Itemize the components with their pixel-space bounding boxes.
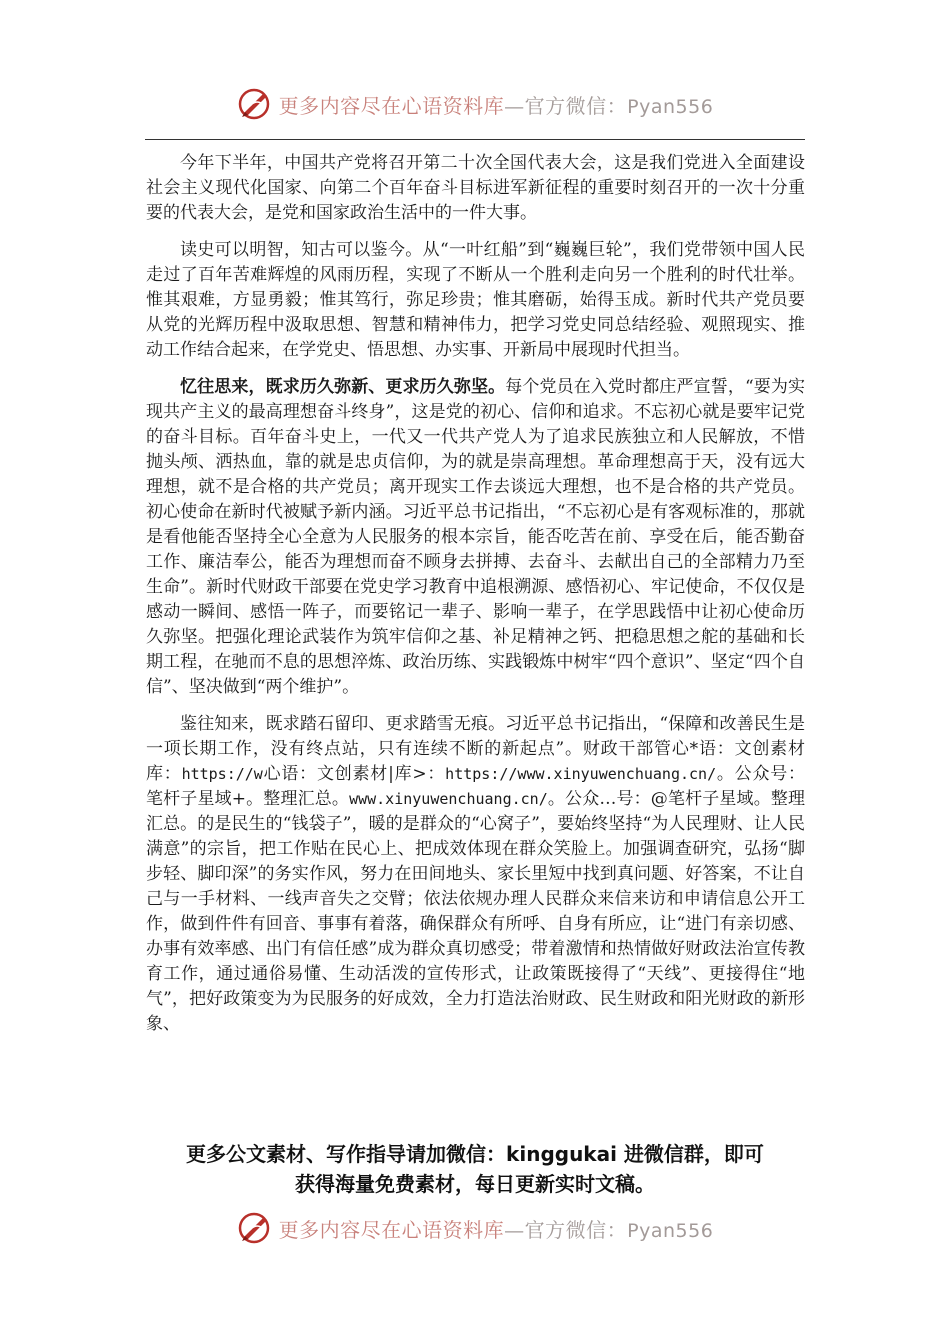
footer-dash: — (504, 1217, 525, 1242)
document-body (146, 151, 805, 1049)
paragraph-4-text-after: 。公众…号：@笔杆子星域。整理汇总。的是民生的“钱袋子”，暖的是群众的“心窝子”，要始终坚持“为人民理财、让人民满意”的宗旨，把工作贴在民心上、把成效体现在群众笑脸上。加强调查研究，弘扬“脚步轻、脚印深”的务实作风，努力在田间地头、家长里短中找到真问题、好答案，不让自己与一手材料、一线声音失之交臂；依法依规办理人民群众来信来访和申请信息公开工作，做到件件有回音、事事有着落，确保群众有所呼、自身有所应，让“进门有亲切感、办事有效率感、出门有信任感”成为群众真切感受；带着激情和热情做好财政法治宣传教育工作，通过通俗易懂、生动活泼的宣传形式，让政策既接得了“天线”、更接得住“地气”，把好政策变为为民服务的好成效，全力打造法治财政、民生财政和阳光财政的新形象、 (146, 789, 806, 1034)
url-link-2: https://www.xinyuwenchuang.cn/ (445, 765, 717, 783)
paragraph-4-text-mid2: 。公众号：笔杆子星域+。整理汇总。 (146, 764, 806, 809)
paragraph-4-text-mid: 心语：文创素材|库>： (262, 764, 446, 784)
paragraph-3 (146, 375, 805, 700)
header-main-text: 更多内容尽在心语资料库 (278, 93, 505, 118)
header-dash: — (504, 93, 525, 118)
paragraph-3-heading: 忆往思来，既求历久弥新、更求历久弥坚。 (180, 377, 506, 397)
header-divider (145, 139, 805, 140)
paragraph-2-text: 读史可以明智，知古可以鉴今。从“一叶红船”到“巍巍巨轮”，我们党带领中国人民走过了百年苦难辉煌的风雨历程，实现了不断从一个胜利走向另一个胜利的时代壮举。惟其艰难，方显勇毅；惟其笃行，弥足珍贵；惟其磨砺，始得玉成。新时代共产党员要从党的光辉历程中汲取思想、智慧和精神伟力，把学习党史同总结经验、观照现实、推动工作结合起来，在学党史、悟思想、办实事、开新局中展现时代担当。 (146, 240, 805, 360)
paragraph-1-text: 今年下半年，中国共产党将召开第二十次全国代表大会，这是我们党进入全面建设社会主义现代化国家、向第二个百年奋斗目标进军新征程的重要时刻召开的一次十分重要的代表大会，是党和国家政治生活中的一件大事。 (146, 153, 805, 223)
header-banner-text (279, 90, 714, 119)
footer-banner (0, 1208, 950, 1248)
pen-logo-icon (237, 86, 273, 122)
promo-notice (120, 1139, 830, 1199)
paragraph-4-text-before: 鉴往知来，既求踏石留印、更求踏雪无痕。习近平总书记指出，“保障和改善民生是一项长期工作，没有终点站，只有连续不断的新起点”。财政干部管心*语：文创素材库： (146, 714, 805, 784)
footer-wechat-id: Pyan556 (627, 1219, 714, 1242)
pen-logo-icon (237, 1210, 273, 1246)
header-official-text: 官方微信： (524, 93, 628, 118)
url-link-3: www.xinyuwenchuang.cn/ (349, 790, 548, 808)
paragraph-2 (146, 238, 805, 363)
header-wechat-id: Pyan556 (627, 95, 714, 118)
footer-official-text: 官方微信： (524, 1217, 628, 1242)
promo-line-1: 更多公文素材、写作指导请加微信：kinggukai 进微信群，即可 (186, 1142, 764, 1166)
header-banner (0, 84, 950, 124)
paragraph-4 (146, 712, 805, 1037)
paragraph-1 (146, 151, 805, 226)
footer-main-text: 更多内容尽在心语资料库 (278, 1217, 505, 1242)
paragraph-3-text: 每个党员在入党时都庄严宣誓，“要为实现共产主义的最高理想奋斗终身”，这是党的初心、信仰和追求。不忘初心就是要牢记党的奋斗目标。百年奋斗史上，一代又一代共产党人为了追求民族独立和人民解放，不惜抛头颅、洒热血，靠的就是忠贞信仰，为的就是崇高理想。革命理想高于天，没有远大理想，就不是合格的共产党员；离开现实工作去谈远大理想，也不是合格的共产党员。初心使命在新时代被赋予新内涵。习近平总书记指出，“不忘初心是有客观标准的，那就是看他能否坚持全心全意为人民服务的根本宗旨，能否吃苦在前、享受在后，能否勤奋工作、廉洁奉公，能否为理想而奋不顾身去拼搏、去奋斗、去献出自己的全部精力乃至生命”。新时代财政干部要在党史学习教育中追根溯源、感悟初心、牢记使命，不仅仅是感动一瞬间、感悟一阵子，而要铭记一辈子、影响一辈子，在学思践悟中让初心使命历久弥坚。把强化理论武装作为筑牢信仰之基、补足精神之钙、把稳思想之舵的基础和长期工程，在驰而不息的思想淬炼、政治历练、实践锻炼中树牢“四个意识”、坚定“四个自信”、坚决做到“两个维护”。 (146, 377, 806, 697)
promo-line-2: 获得海量免费素材，每日更新实时文稿。 (295, 1172, 655, 1196)
footer-banner-text (279, 1214, 714, 1243)
url-link-1: https://w (181, 765, 263, 783)
